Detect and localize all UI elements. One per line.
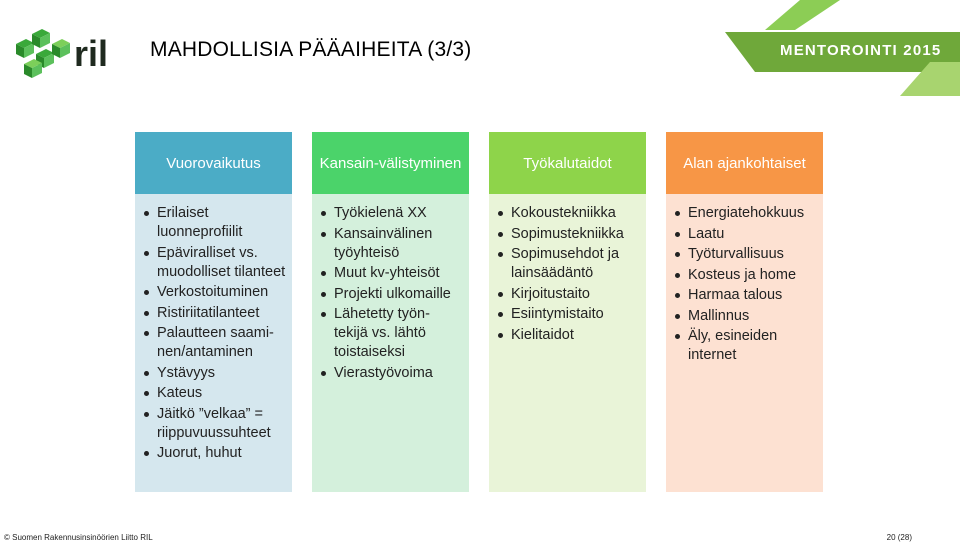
list-item: Verkostoituminen: [143, 283, 286, 302]
list-item: Työturvallisuus: [674, 245, 817, 264]
list-item: Epäviralliset vs. muodolliset tilanteet: [143, 244, 286, 282]
column-kansainvalistyminen: [312, 132, 469, 492]
list-item: Palautteen saami-nen/antaminen: [143, 324, 286, 362]
column-body: [135, 194, 292, 492]
list-item: Kansainvälinen työyhteisö: [320, 225, 463, 263]
column-header: Työkalutaidot: [489, 132, 646, 194]
list-item: Laatu: [674, 225, 817, 244]
logo-text: ril: [74, 33, 109, 74]
list-item: Sopimusehdot ja lainsäädäntö: [497, 245, 640, 283]
column-body: [666, 194, 823, 492]
list-item: Esiintymistaito: [497, 305, 640, 324]
list-item: Ristiriitatilanteet: [143, 304, 286, 323]
list-item: Työkielenä XX: [320, 204, 463, 223]
list-item: Kosteus ja home: [674, 266, 817, 285]
column-header: Vuorovaikutus: [135, 132, 292, 194]
list-item: Jäitkö ”velkaa” = riippuvuussuhteet: [143, 405, 286, 443]
list-item: Vierastyövoima: [320, 364, 463, 383]
list-item: Projekti ulkomaille: [320, 285, 463, 304]
column-tyokalutaidot: [489, 132, 646, 492]
column-header: Kansain-välistyminen: [312, 132, 469, 194]
list-item: Erilaiset luonneprofiilit: [143, 204, 286, 242]
list-item: Kirjoitustaito: [497, 285, 640, 304]
list-item: Sopimustekniikka: [497, 225, 640, 244]
ril-logo: [12, 24, 124, 84]
list-item: Ystävyys: [143, 364, 286, 383]
list-item: Energiatehokkuus: [674, 204, 817, 223]
footer-copyright: © Suomen Rakennusinsinöörien Liitto RIL: [4, 533, 153, 542]
list-item: Juorut, huhut: [143, 444, 286, 463]
list-item: Äly, esineiden internet: [674, 327, 817, 365]
list-item: Kielitaidot: [497, 326, 640, 345]
column-header: Alan ajankohtaiset: [666, 132, 823, 194]
page-number: 20 (28): [886, 533, 912, 542]
list-item: Muut kv-yhteisöt: [320, 264, 463, 283]
logo-cubes-icon: [16, 29, 70, 78]
list-item: Kateus: [143, 384, 286, 403]
list-item: Lähetetty työn-tekijä vs. lähtö toistaiseksi: [320, 305, 463, 362]
page-title: MAHDOLLISIA PÄÄAIHEITA (3/3): [150, 38, 472, 61]
mentorointi-badge: MENTOROINTI 2015: [780, 42, 942, 59]
column-alan-ajankohtaiset: [666, 132, 823, 492]
column-body: [312, 194, 469, 492]
list-item: Harmaa talous: [674, 286, 817, 305]
column-body: [489, 194, 646, 492]
list-item: Kokoustekniikka: [497, 204, 640, 223]
column-vuorovaikutus: [135, 132, 292, 492]
list-item: Mallinnus: [674, 307, 817, 326]
